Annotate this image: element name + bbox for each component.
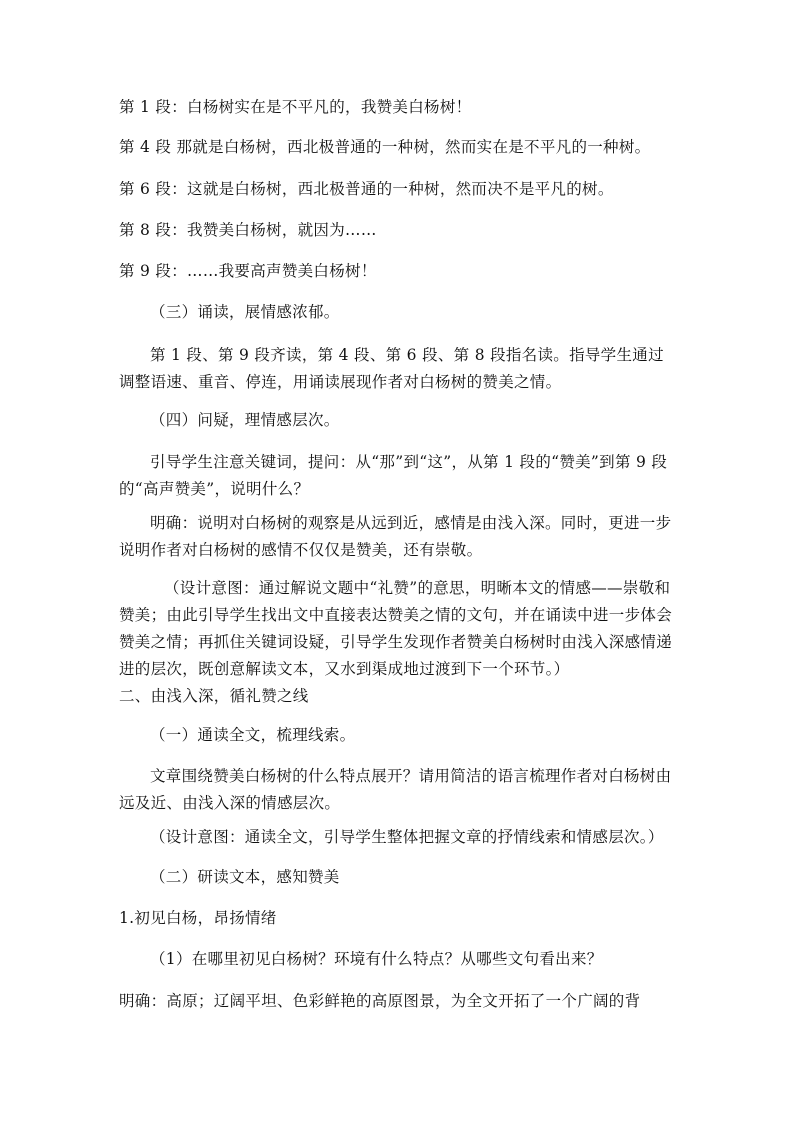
paragraph-7: 引导学生注意关键词，提问：从“那”到“这”，从第 1 段的“赞美”到第 9 段的“高声赞美”，说明什么？ <box>119 453 668 498</box>
paragraph-4: 第 8 段：我赞美白杨树，就因为…… <box>119 221 377 239</box>
paragraph-8: 明确：说明对白杨树的观察是从远到近，感情是由浅入深。同时，更进一步说明作者对白杨树的感情不仅仅是赞美，还有崇敬。 <box>119 514 672 559</box>
section-heading-4: （四）问疑，理情感层次。 <box>150 411 340 429</box>
section-heading-two: 二、由浅入深，循礼赞之线 <box>119 687 309 705</box>
question-1: （1）在哪里初见白杨树？环境有什么特点？从哪些文句看出来？ <box>150 950 603 968</box>
design-intent-1: （设计意图：通过解说文题中“礼赞”的意思，明晰本文的情感——崇敬和赞美；由此引导学生找出文中直接表达赞美之情的文句，并在诵读中进一步体会赞美之情；再抓住关键词设疑，引导学生发现作者赞美白杨树时由浅入深感情递进的层次，既创意解读文本，又水到渠成地过渡到下一个环节。） <box>119 579 673 678</box>
section-heading-3: （三）诵读，展情感浓郁。 <box>150 303 340 321</box>
subsection-heading-2: （二）研读文本，感知赞美 <box>150 868 340 886</box>
paragraph-5: 第 9 段：……我要高声赞美白杨树！ <box>119 262 377 280</box>
paragraph-6: 第 1 段、第 9 段齐读，第 4 段、第 6 段、第 8 段指名读。指导学生通过调整语速、重音、停连，用诵读展现作者对白杨树的赞美之情。 <box>119 346 664 391</box>
paragraph-1: 第 1 段：白杨树实在是不平凡的，我赞美白杨树！ <box>119 98 472 116</box>
paragraph-9: 文章围绕赞美白杨树的什么特点展开？请用简洁的语言梳理作者对白杨树由远及近、由浅入深的情感层次。 <box>119 767 672 812</box>
design-intent-2: （设计意图：通读全文，引导学生整体把握文章的抒情线索和情感层次。） <box>150 828 664 846</box>
answer-1: 明确：高原；辽阔平坦、色彩鲜艳的高原图景，为全文开拓了一个广阔的背 <box>119 992 641 1010</box>
paragraph-2: 第 4 段 那就是白杨树，西北极普通的一种树，然而实在是不平凡的一种树。 <box>119 138 651 156</box>
subsection-heading-1: （一）通读全文，梳理线索。 <box>150 726 356 744</box>
paragraph-3: 第 6 段：这就是白杨树，西北极普通的一种树，然而决不是平凡的树。 <box>119 180 614 198</box>
item-heading-1: 1.初见白杨，昂扬情绪 <box>119 909 277 927</box>
